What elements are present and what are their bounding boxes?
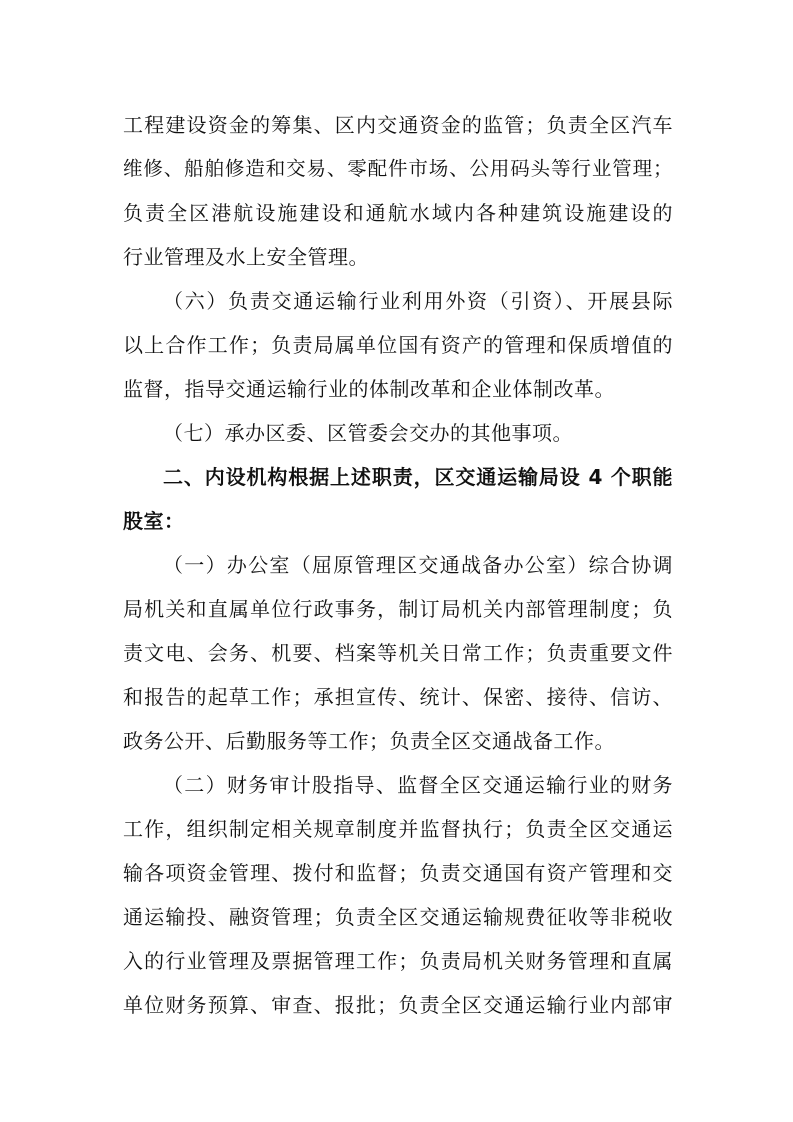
text-line: 监督，指导交通运输行业的体制改革和企业体制改革。: [123, 377, 615, 401]
text-line: 入的行业管理及票据管理工作；负责局机关财务管理和直属: [123, 949, 673, 973]
section-heading-cont: 股室：: [123, 509, 185, 533]
text-line: 负责全区港航设施建设和通航水域内各种建筑设施建设的: [123, 201, 673, 225]
text-line: 通运输投、融资管理；负责全区交通运输规费征收等非税收: [123, 905, 673, 929]
text-line: 行业管理及水上安全管理。: [123, 245, 369, 269]
text-line: 和报告的起草工作；承担宣传、统计、保密、接待、信访、: [123, 685, 673, 709]
text-line: 责文电、会务、机要、档案等机关日常工作；负责重要文件: [123, 641, 673, 665]
text-line: 单位财务预算、审查、报批；负责全区交通运输行业内部审: [123, 993, 673, 1017]
section-heading: 二、内设机构根据上述职责，区交通运输局设 4 个职能: [163, 465, 673, 489]
paragraph-first-line: （七）承办区委、区管委会交办的其他事项。: [163, 421, 573, 445]
paragraph-first-line: （六）负责交通运输行业利用外资（引资）、开展县际: [163, 289, 673, 313]
paragraph-first-line: （二）财务审计股指导、监督全区交通运输行业的财务: [163, 773, 673, 797]
text-line: 局机关和直属单位行政事务，制订局机关内部管理制度；负: [123, 597, 673, 621]
text-line: 输各项资金管理、拨付和监督；负责交通国有资产管理和交: [123, 861, 673, 885]
text-line: 工作，组织制定相关规章制度并监督执行；负责全区交通运: [123, 817, 673, 841]
text-line: 以上合作工作；负责局属单位国有资产的管理和保质增值的: [123, 333, 673, 357]
paragraph-first-line: （一）办公室（屈原管理区交通战备办公室）综合协调: [163, 553, 673, 577]
text-line: 维修、船舶修造和交易、零配件市场、公用码头等行业管理；: [123, 157, 673, 180]
text-line: 政务公开、后勤服务等工作；负责全区交通战备工作。: [123, 729, 615, 753]
text-line: 工程建设资金的筹集、区内交通资金的监管；负责全区汽车: [123, 113, 673, 137]
